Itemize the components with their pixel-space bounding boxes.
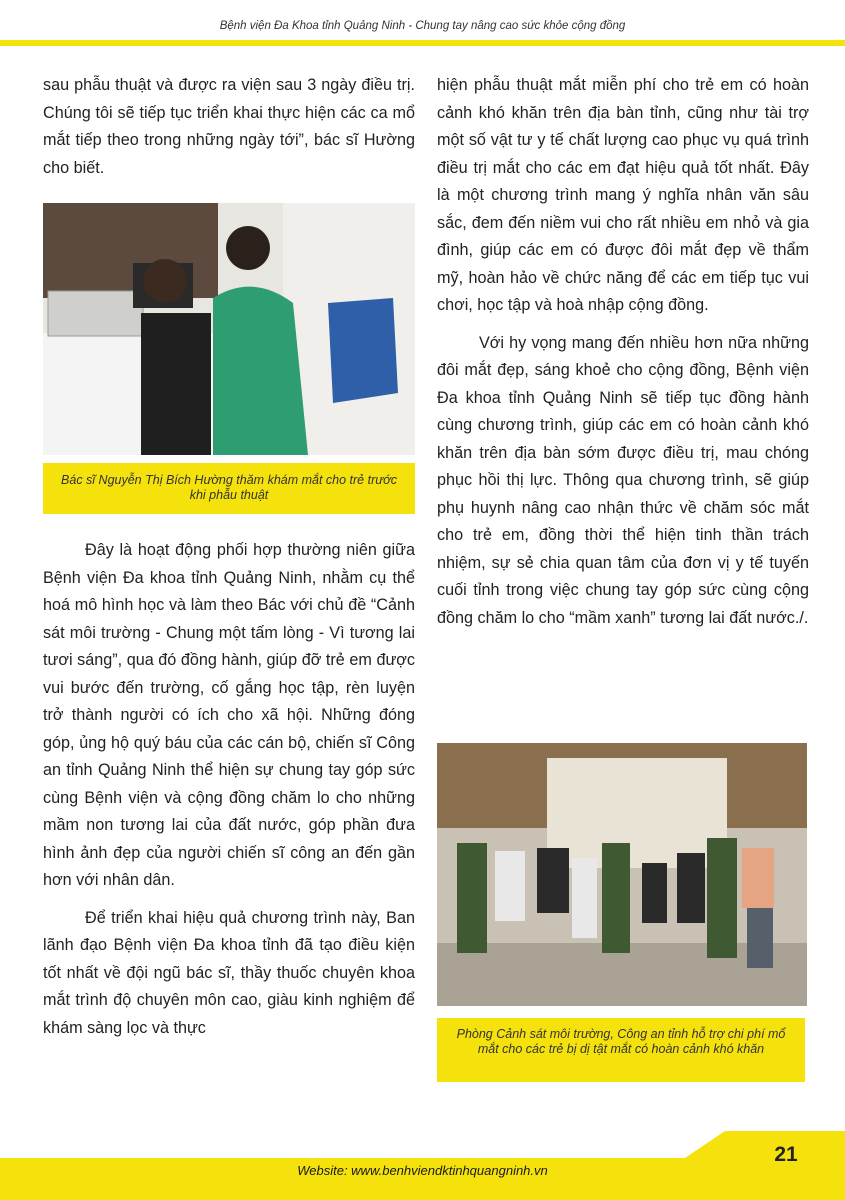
page-header (0, 0, 845, 38)
photo-caption-1: Bác sĩ Nguyễn Thị Bích Hường thăm khám mắt cho trẻ trước khi phẫu thuật (43, 463, 415, 514)
right-paragraph-2: Với hy vọng mang đến nhiều hơn nữa những đôi mắt đẹp, sáng khoẻ cho cộng đồng, Bệnh viện Đa khoa tỉnh Quảng Ninh sẽ tiếp tục đồng hành cùng chương trình, giúp các em có hoàn cảnh khó khăn trên địa bàn sớm được điều trị, mau chóng phục hồi thị lực. Thông qua chương trình, sẽ giúp phụ huynh nâng cao nhận thức về chăm sóc mắt cho trẻ em, đồng thời thể hiện tinh thần trách nhiệm, sự sẻ chia quan tâm của đơn vị y tế tuyến cuối tỉnh trong việc chung tay góp sức cùng cộng đồng chăm lo cho “mầm xanh” tương lai đất nước./. (437, 333, 809, 627)
left-paragraph-2: Đây là hoạt động phối hợp thường niên giữa Bệnh viện Đa khoa tỉnh Quảng Ninh, nhằm cụ thể hoá mô hình học và làm theo Bác với chủ đề “Cảnh sát môi trường - Chung một tấm lòng - Vì tương lai tươi sáng”, qua đó đồng hành, giúp đỡ trẻ em được vui bước đến trường, cố gắng học tập, rèn luyện trở thành người có ích cho xã hội. Những đóng góp, ủng hộ quý báu của các cán bộ, chiến sĩ Công an tỉnh Quảng Ninh thể hiện sự chung tay góp sức cùng Bệnh viện và cộng đồng chăm lo cho những mầm non tương lai của đất nước, góp phần đưa hình ảnh đẹp của người chiến sĩ công an đến gần hơn với nhân dân. (43, 541, 415, 889)
footer-website: Website: www.benhviendktinhquangninh.vn (297, 1163, 548, 1178)
photo-caption-2: Phòng Cảnh sát môi trường, Công an tỉnh hỗ trợ chi phí mổ mắt cho các trẻ bị dị tật mắt có hoàn cảnh khó khăn (437, 1018, 805, 1082)
left-paragraph-3: Để triển khai hiệu quả chương trình này, Ban lãnh đạo Bệnh viện Đa khoa tỉnh đã tạo điều kiện tốt nhất về đội ngũ bác sĩ, thầy thuốc chuyên khoa mắt trình độ chuyên môn cao, giàu kinh nghiệm để khám sàng lọc và thực (43, 908, 415, 1037)
page-number: 21 (774, 1143, 798, 1166)
header-title: Bệnh viện Đa Khoa tỉnh Quảng Ninh - Chung tay nâng cao sức khỏe cộng đồng (219, 20, 626, 32)
right-paragraph-1: hiện phẫu thuật mắt miễn phí cho trẻ em có hoàn cảnh khó khăn trên địa bàn tỉnh, cũng như tài trợ một số vật tư y tế chất lượng cao phục vụ quá trình điều trị mắt cho các em đạt hiệu quả tốt nhất. Đây là một chương trình mang ý nghĩa nhân văn sâu sắc, đem đến niềm vui cho rất nhiều em nhỏ và gia đình, giúp các em có được đôi mắt đẹp về thẩm mỹ, hoàn hảo về chức năng để các em tiếp tục vui chơi, học tập và hoà nhập cộng đồng. (437, 76, 809, 314)
right-column (437, 72, 809, 632)
group-photo-police-children (437, 743, 807, 1006)
left-paragraph-1: sau phẫu thuật và được ra viện sau 3 ngày điều trị. Chúng tôi sẽ tiếp tục triển khai thực hiện các ca mổ mắt tiếp theo trong những ngày tới”, bác sĩ Hường cho biết. (43, 76, 415, 177)
doctor-examining-child-photo (43, 203, 415, 455)
left-column-lower (43, 537, 415, 1042)
header-accent-bar (0, 40, 845, 46)
left-column (43, 72, 415, 182)
